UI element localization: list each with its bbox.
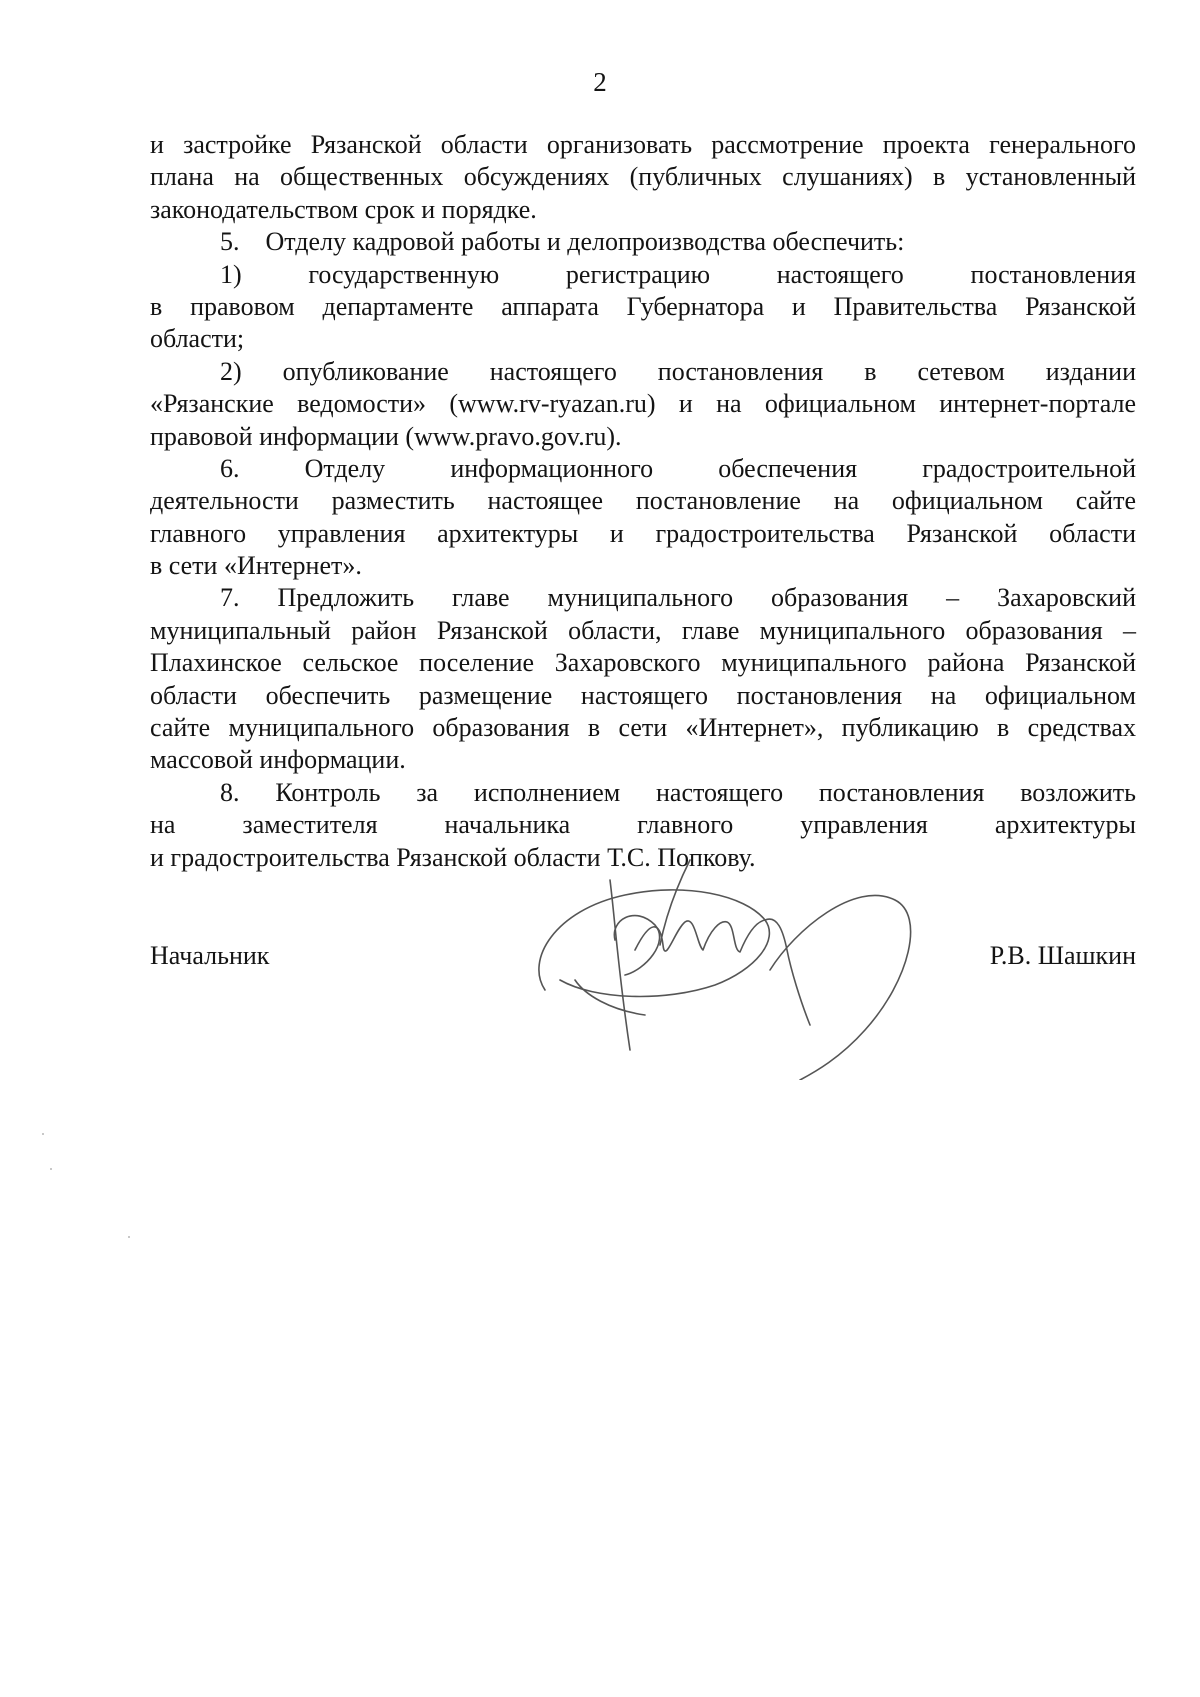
signatory-position: Начальник xyxy=(150,941,270,970)
text-line: муниципальный район Рязанской области, главе муниципального образования – xyxy=(150,615,1136,645)
scan-speck xyxy=(50,1168,52,1170)
paragraph-item-4-continuation xyxy=(150,129,1136,226)
text-line: Плахинское сельское поселение Захаровского муниципального района Рязанской xyxy=(150,648,1136,678)
text-line: 5. Отделу кадровой работы и делопроизводства обеспечить: xyxy=(220,227,905,257)
text-line: на заместителя начальника главного управления архитектуры xyxy=(150,810,1136,840)
paragraph-item-6 xyxy=(150,453,1136,583)
scan-speck xyxy=(128,1236,130,1238)
text-line: главного управления архитектуры и градостроительства Рязанской области xyxy=(150,518,1136,548)
text-line: 2) опубликование настоящего постановления в сетевом издании xyxy=(220,356,1136,386)
text-line: 6. Отделу информационного обеспечения градостроительной xyxy=(220,453,1136,483)
paragraph-item-5 xyxy=(150,226,1136,258)
text-line: законодательством срок и порядке. xyxy=(150,194,537,224)
paragraph-item-5-2 xyxy=(150,356,1136,453)
text-line: «Рязанские ведомости» (www.rv-ryazan.ru) и на официальном интернет-портале xyxy=(150,389,1136,419)
text-line: в сети «Интернет». xyxy=(150,551,362,581)
text-line: сайте муниципального образования в сети «Интернет», публикацию в средствах xyxy=(150,713,1136,743)
scan-speck xyxy=(42,1133,44,1135)
text-line: 8. Контроль за исполнением настоящего постановления возложить xyxy=(220,777,1136,807)
text-line: области обеспечить размещение настоящего постановления на официальном xyxy=(150,680,1136,710)
paragraph-item-7 xyxy=(150,582,1136,776)
text-line: плана на общественных обсуждениях (публичных слушаниях) в установленный xyxy=(150,162,1136,192)
text-line: правовой информации (www.pravo.gov.ru). xyxy=(150,421,622,451)
text-line: 7. Предложить главе муниципального образования – Захаровский xyxy=(220,583,1136,613)
paragraph-item-5-1 xyxy=(150,259,1136,356)
text-line: 1) государственную регистрацию настоящего постановления xyxy=(220,259,1136,289)
signatory-name: Р.В. Шашкин xyxy=(989,941,1136,970)
signature-block xyxy=(150,940,1136,980)
text-line: в правовом департаменте аппарата Губернатора и Правительства Рязанской xyxy=(150,291,1136,321)
text-line: массовой информации. xyxy=(150,745,406,775)
page-number: 2 xyxy=(593,67,607,97)
document-body xyxy=(150,129,1136,874)
text-line: деятельности разместить настоящее постановление на официальном сайте xyxy=(150,486,1136,516)
text-line: и застройке Рязанской области организовать рассмотрение проекта генерального xyxy=(150,130,1136,159)
text-line: области; xyxy=(150,324,245,354)
text-line: и градостроительства Рязанской области Т.С. Попкову. xyxy=(150,842,756,872)
